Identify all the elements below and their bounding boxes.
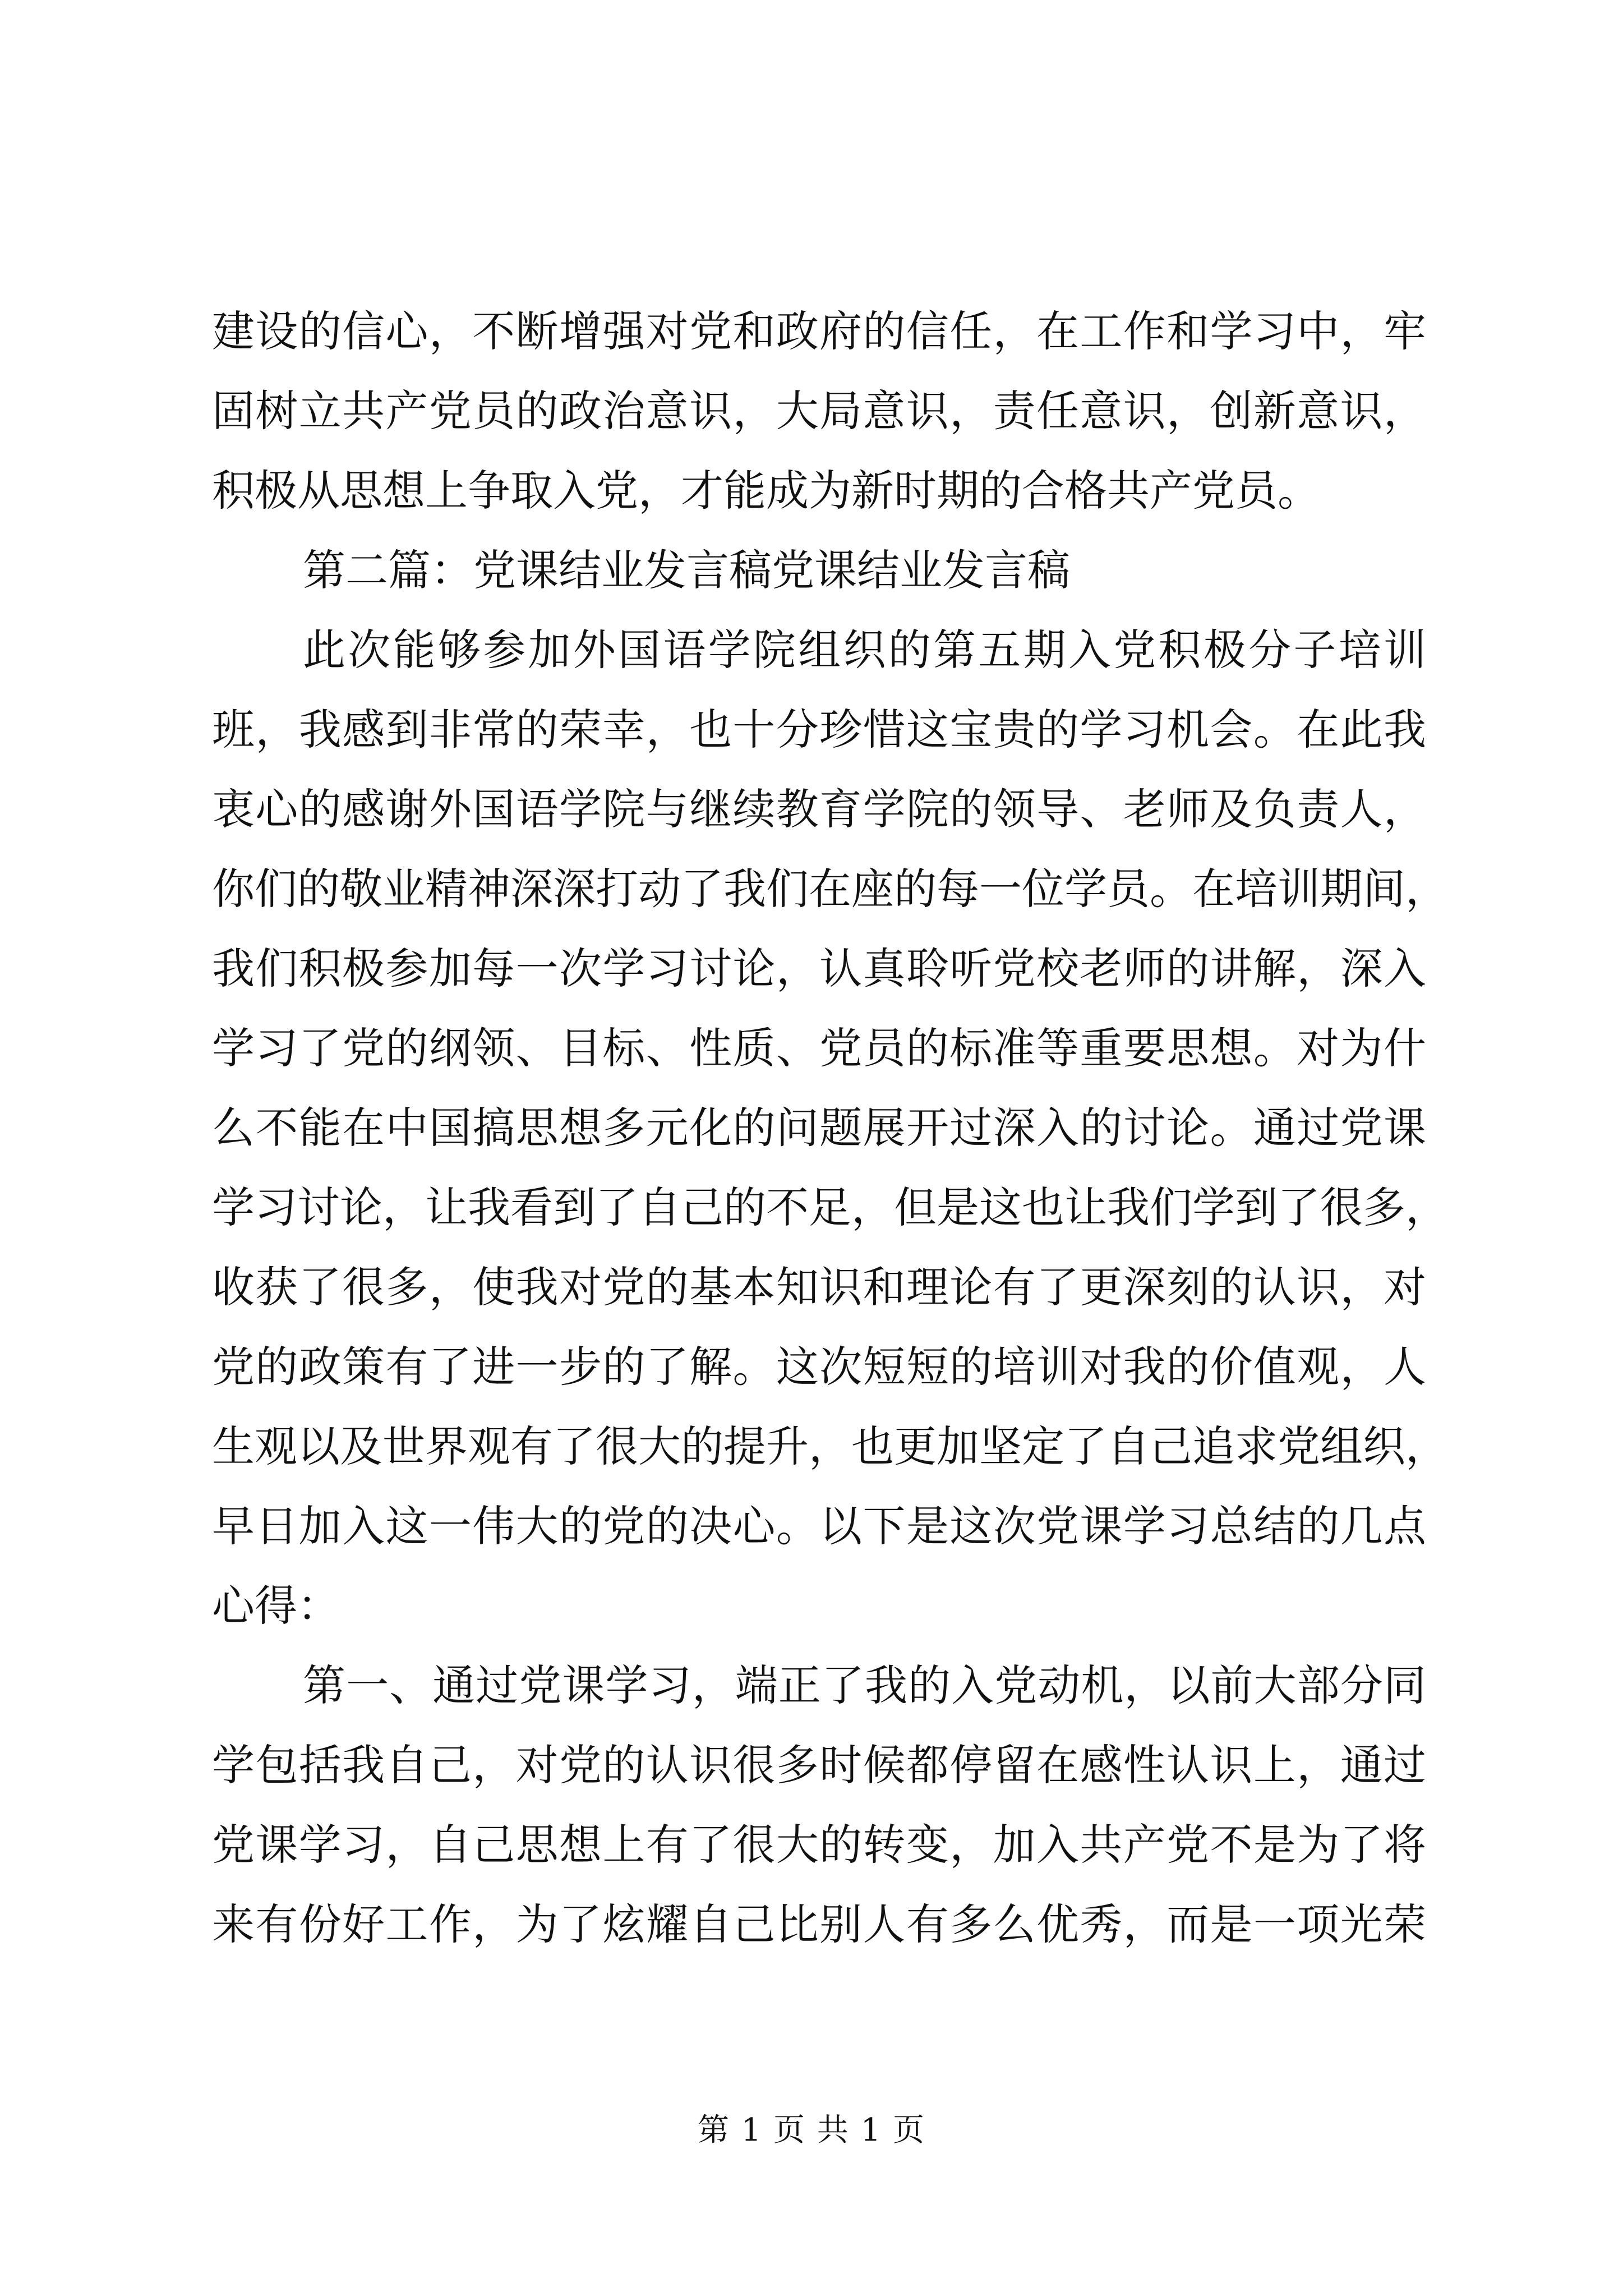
body-line: 么不能在中国搞思想多元化的问题展开过深入的讨论。通过党课: [212, 1103, 1426, 1153]
body-line: 来有份好工作，为了炫耀自己比别人有多么优秀，而是一项光荣: [212, 1899, 1426, 1949]
body-line: 生观以及世界观有了很大的提升，也更加坚定了自己追求党组织，: [212, 1421, 1448, 1471]
body-line: 你们的敬业精神深深打动了我们在座的每一位学员。在培训期间，: [212, 864, 1448, 914]
body-line: 衷心的感谢外国语学院与继续教育学院的领导、老师及负责人，: [212, 784, 1426, 834]
body-line: 收获了很多，使我对党的基本知识和理论有了更深刻的认识，对: [212, 1262, 1426, 1312]
paragraph-first-line: 第一、通过党课学习，端正了我的入党动机，以前大部分同: [303, 1660, 1426, 1710]
body-line: 学习了党的纲领、目标、性质、党员的标准等重要思想。对为什: [212, 1023, 1426, 1073]
section-heading: 第二篇：党课结业发言稿党课结业发言稿: [303, 545, 1070, 595]
body-line: 党的政策有了进一步的了解。这次短短的培训对我的价值观，人: [212, 1342, 1426, 1392]
body-line: 心得：: [212, 1581, 340, 1631]
body-line: 固树立共产党员的政治意识，大局意识，责任意识，创新意识，: [212, 386, 1426, 436]
paragraph-first-line: 此次能够参加外国语学院组织的第五期入党积极分子培训: [303, 625, 1426, 675]
body-line: 学包括我自己，对党的认识很多时候都停留在感性认识上，通过: [212, 1740, 1426, 1790]
body-line: 班，我感到非常的荣幸，也十分珍惜这宝贵的学习机会。在此我: [212, 705, 1426, 754]
body-line: 早日加入这一伟大的党的决心。以下是这次党课学习总结的几点: [212, 1501, 1426, 1551]
page-number-footer: 第 1 页 共 1 页: [697, 2112, 926, 2148]
document-body: [212, 292, 1448, 1964]
body-line: 学习讨论，让我看到了自己的不足，但是这也让我们学到了很多，: [212, 1182, 1448, 1232]
body-line: 建设的信心，不断增强对党和政府的信任，在工作和学习中，牢: [212, 306, 1426, 356]
body-line: 我们积极参加每一次学习讨论，认真聆听党校老师的讲解，深入: [212, 944, 1426, 993]
body-line: 党课学习，自己思想上有了很大的转变，加入共产党不是为了将: [212, 1820, 1426, 1870]
body-line: 积极从思想上争取入党，才能成为新时期的合格共产党员。: [212, 466, 1320, 516]
